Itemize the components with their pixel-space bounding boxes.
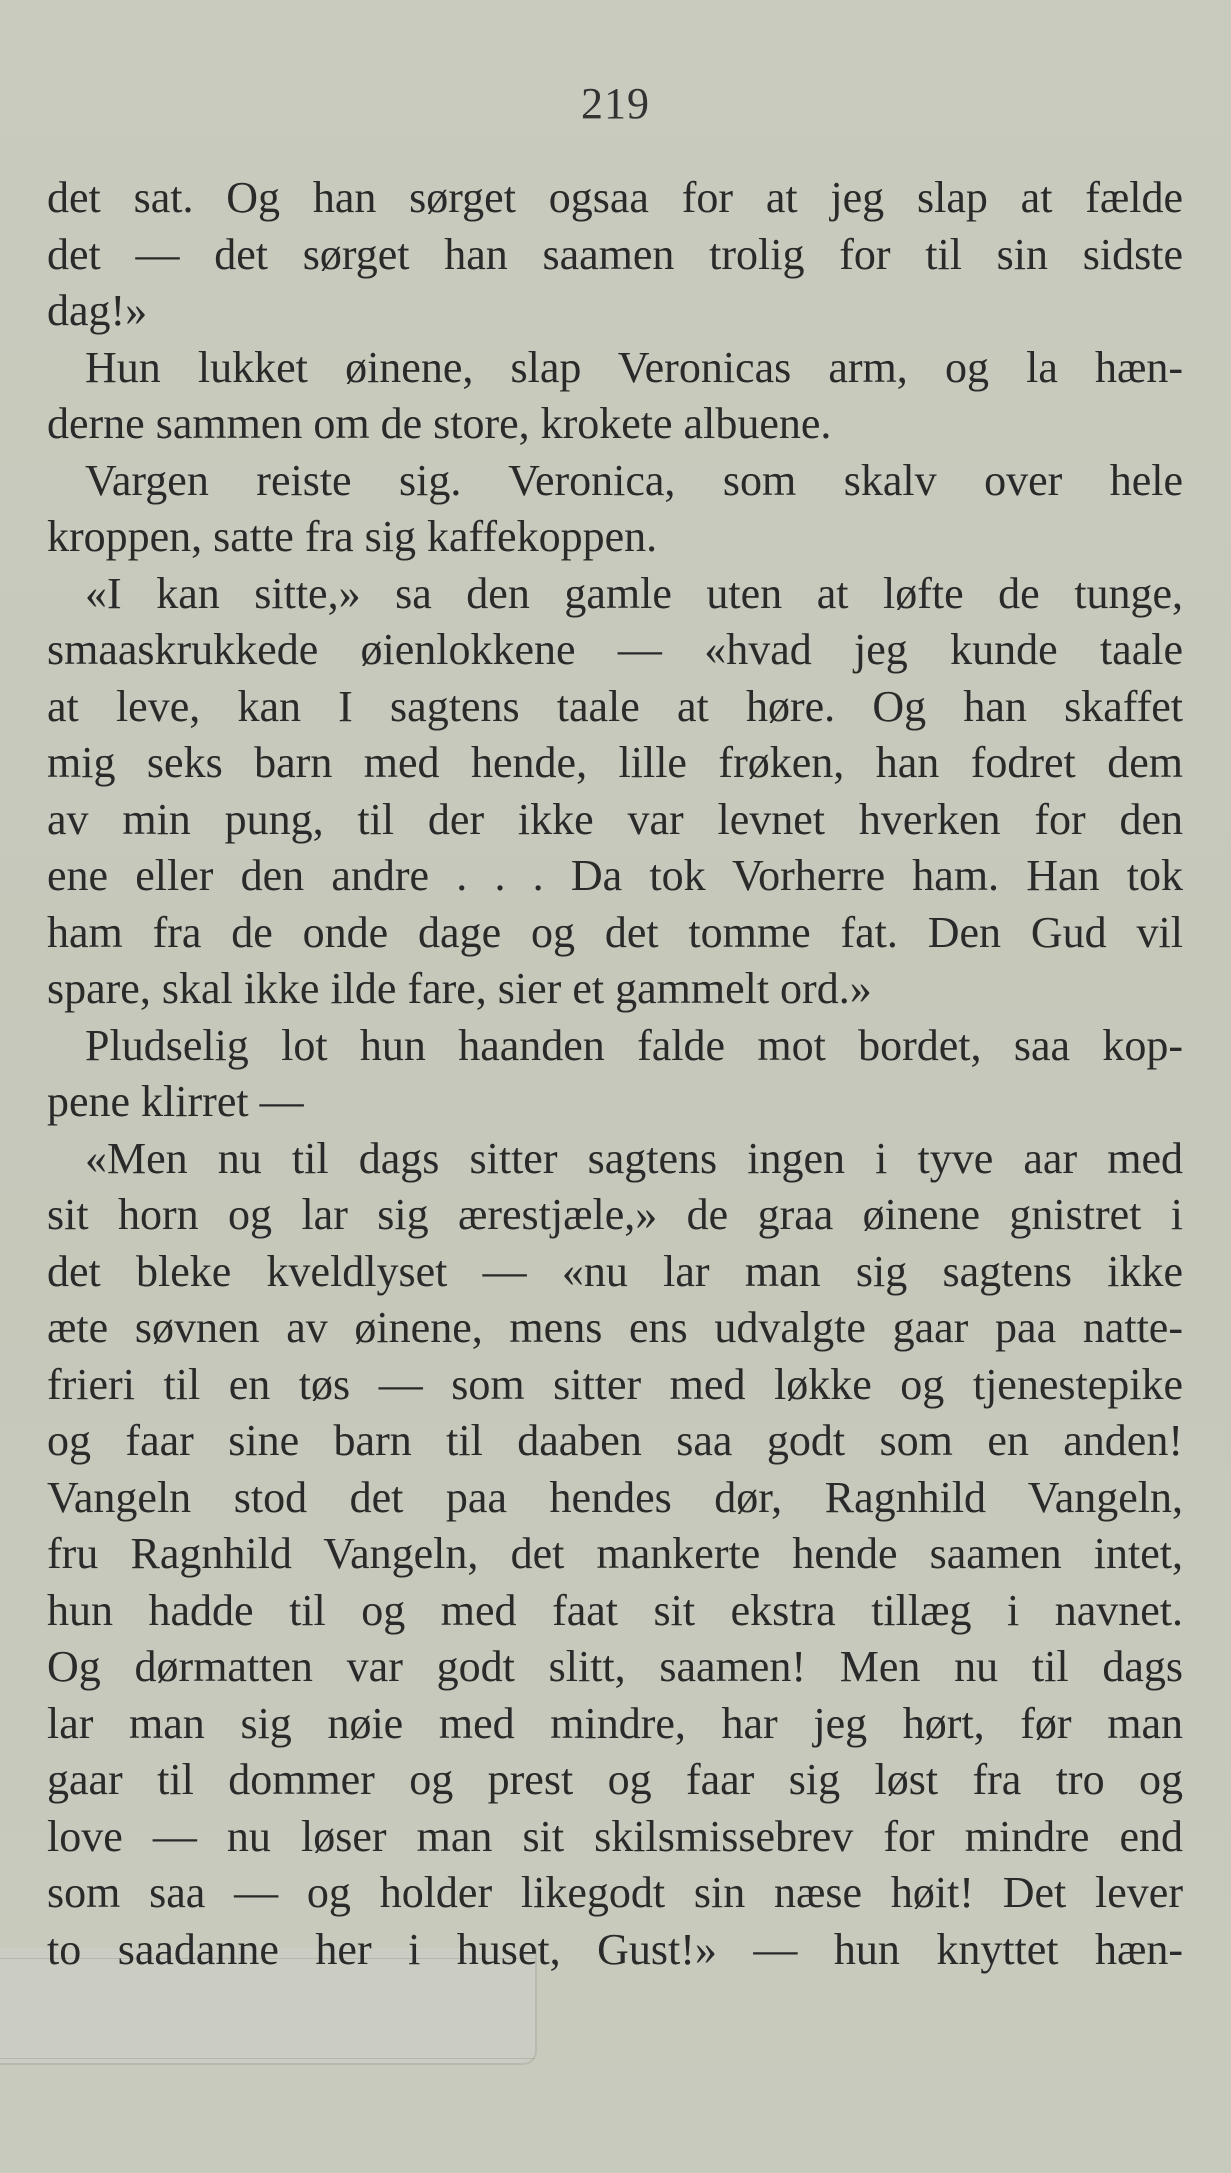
text-line: love — nu løser man sit skilsmissebrev for mindre end xyxy=(47,1811,1183,1861)
text-line: ham fra de onde dage og det tomme fat. Den Gud vil xyxy=(47,907,1183,957)
text-line: Vangeln stod det paa hendes dør, Ragnhild Vangeln, xyxy=(47,1472,1183,1522)
text-line: det — det sørget han saamen trolig for til sin sidste xyxy=(47,229,1183,279)
text-line: Pludselig lot hun haanden falde mot bordet, saa kop- xyxy=(85,1020,1183,1070)
text-line: spare, skal ikke ilde fare, sier et gammelt ord.» xyxy=(47,964,872,1013)
text-line: mig seks barn med hende, lille frøken, han fodret dem xyxy=(47,738,1183,787)
text-line: og faar sine barn til daaben saa godt som en anden! xyxy=(47,1416,1183,1465)
text-line: pene klirret — xyxy=(47,1077,304,1126)
text-line: dag!» xyxy=(47,286,148,335)
text-line: «I kan sitte,» sa den gamle uten at løfte de tunge, xyxy=(85,568,1183,618)
text-line: det sat. Og han sørget ogsaa for at jeg slap at fælde xyxy=(47,173,1183,222)
text-line: hun hadde til og med faat sit ekstra tillæg i navnet. xyxy=(47,1585,1183,1635)
text-line: gaar til dommer og prest og faar sig løst fra tro og xyxy=(47,1755,1183,1804)
text-line: fru Ragnhild Vangeln, det mankerte hende saamen intet, xyxy=(47,1529,1183,1578)
text-line: kroppen, satte fra sig kaffekoppen. xyxy=(47,512,658,561)
text-line: «Men nu til dags sitter sagtens ingen i tyve aar med xyxy=(85,1133,1183,1183)
text-line: lar man sig nøie med mindre, har jeg hørt, før man xyxy=(47,1698,1183,1748)
text-line: frieri til en tøs — som sitter med løkke og tjenestepike xyxy=(47,1359,1183,1409)
text-line: at leve, kan I sagtens taale at høre. Og han skaffet xyxy=(47,681,1183,731)
body-text xyxy=(47,170,1183,1978)
text-line: det bleke kveldlyset — «nu lar man sig sagtens ikke xyxy=(47,1246,1183,1296)
text-line: Hun lukket øinene, slap Veronicas arm, og la hæn- xyxy=(85,342,1183,392)
text-line: sit horn og lar sig ærestjæle,» de graa øinene gnistret i xyxy=(47,1190,1183,1239)
text-line: av min pung, til der ikke var levnet hverken for den xyxy=(47,794,1183,844)
text-line: Vargen reiste sig. Veronica, som skalv over hele xyxy=(85,455,1183,505)
text-line: som saa — og holder likegodt sin næse høit! Det lever xyxy=(47,1868,1183,1917)
text-line: smaaskrukkede øienlokkene — «hvad jeg kunde taale xyxy=(47,625,1183,674)
text-line: to saadanne her i huset, Gust!» — hun knyttet hæn- xyxy=(47,1924,1183,1974)
text-line: derne sammen om de store, krokete albuene. xyxy=(47,399,832,448)
text-line: Og dørmatten var godt slitt, saamen! Men nu til dags xyxy=(47,1642,1183,1691)
text-line: æte søvnen av øinene, mens ens udvalgte gaar paa natte- xyxy=(47,1303,1183,1352)
text-line: ene eller den andre . . . Da tok Vorherre ham. Han tok xyxy=(47,851,1183,900)
page-number: 219 xyxy=(581,79,650,128)
stamp-rule-bottom xyxy=(0,2058,535,2059)
